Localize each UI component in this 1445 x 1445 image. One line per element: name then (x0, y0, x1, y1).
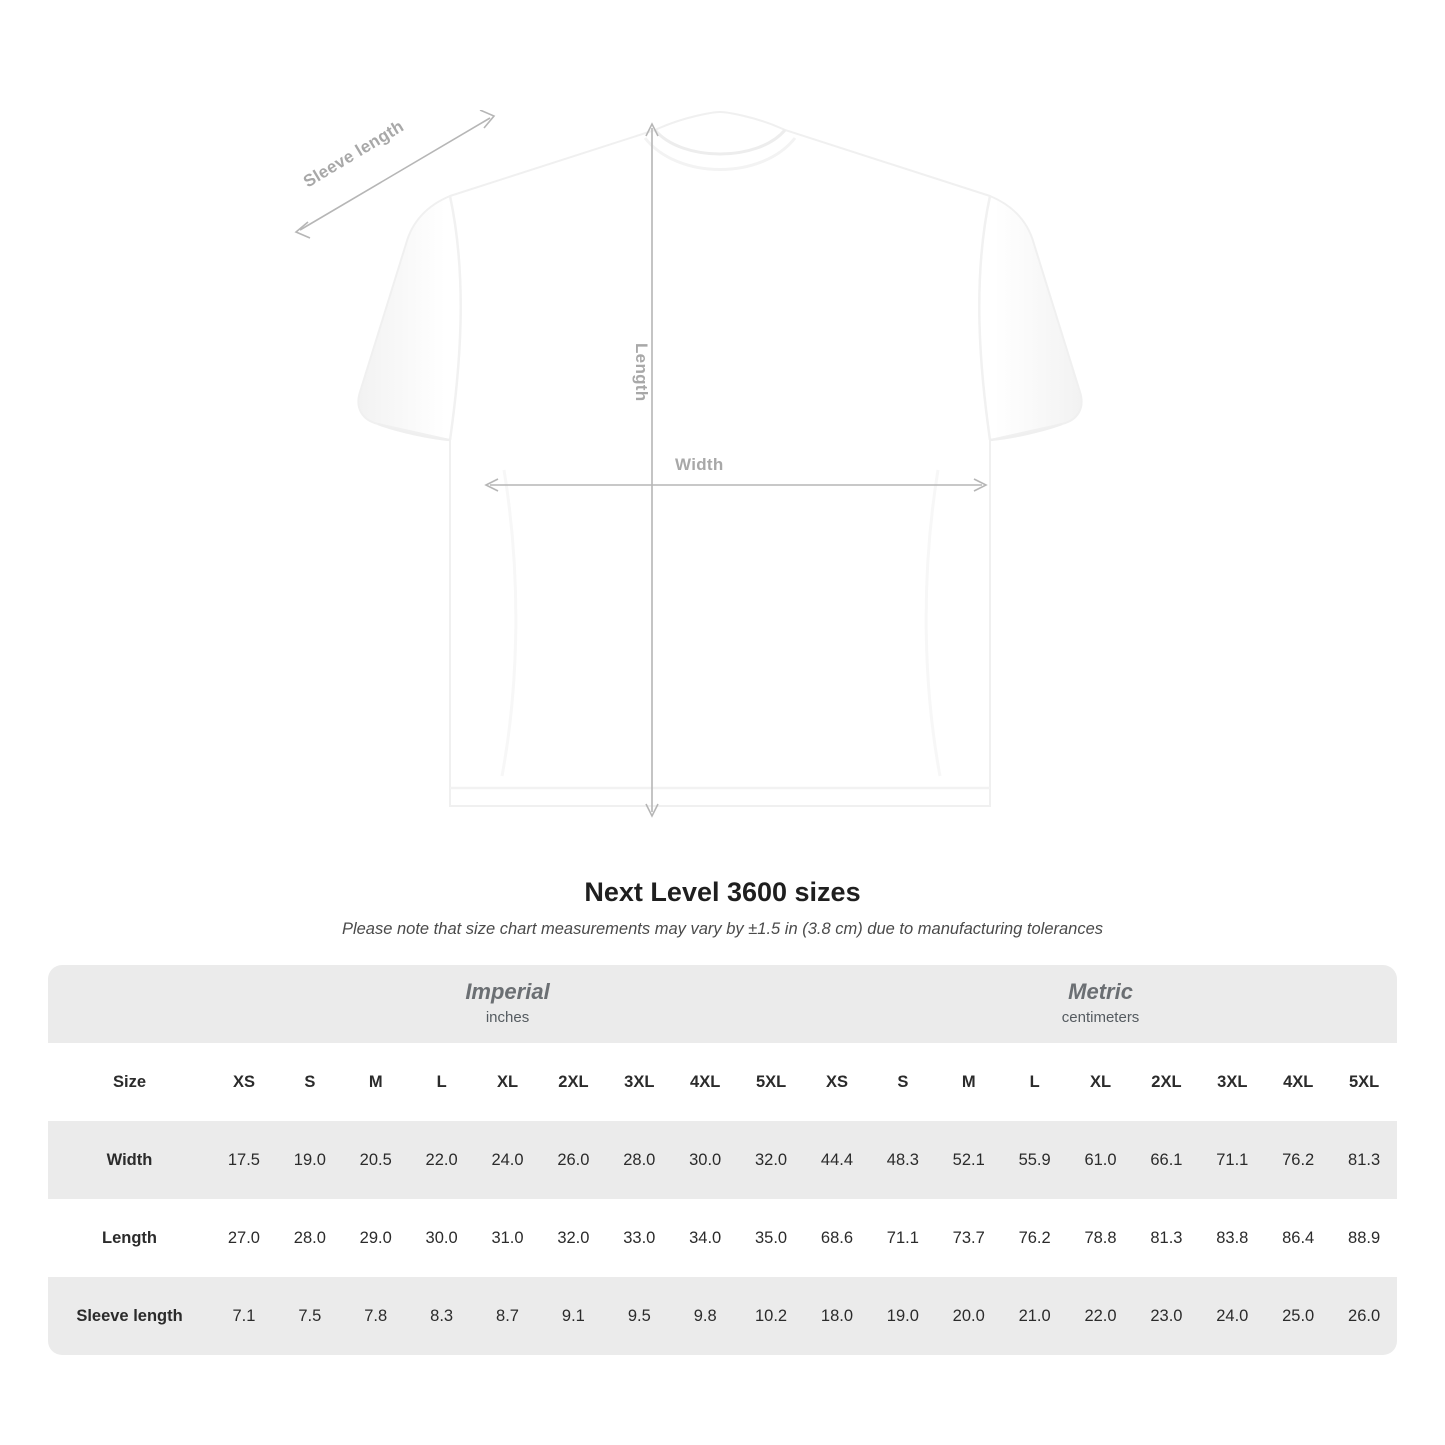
cell-width-7: 30.0 (672, 1121, 738, 1199)
size-col-10: S (870, 1043, 936, 1121)
size-col-15: 3XL (1199, 1043, 1265, 1121)
cell-sleeve-5: 9.1 (540, 1277, 606, 1355)
row-label-sleeve-length: Sleeve length (48, 1277, 211, 1355)
page-title: Next Level 3600 sizes (584, 877, 861, 907)
cell-sleeve-17: 26.0 (1331, 1277, 1397, 1355)
unit-sub-imperial: inches (485, 1008, 530, 1026)
label-width: Width (675, 455, 724, 474)
table-row (48, 1121, 1397, 1199)
cell-length-16: 86.4 (1265, 1199, 1331, 1277)
cell-length-4: 31.0 (475, 1199, 541, 1277)
cell-sleeve-8: 10.2 (738, 1277, 804, 1355)
table-row (48, 1277, 1397, 1355)
size-col-11: M (936, 1043, 1002, 1121)
row-label-length: Length (48, 1199, 211, 1277)
cell-length-14: 81.3 (1133, 1199, 1199, 1277)
cell-length-6: 33.0 (606, 1199, 672, 1277)
unit-title-imperial: Imperial (465, 979, 550, 1005)
size-col-1: S (277, 1043, 343, 1121)
cell-length-11: 73.7 (936, 1199, 1002, 1277)
cell-sleeve-14: 23.0 (1133, 1277, 1199, 1355)
cell-width-17: 81.3 (1331, 1121, 1397, 1199)
cell-sleeve-3: 8.3 (409, 1277, 475, 1355)
cell-length-10: 71.1 (870, 1199, 936, 1277)
cell-width-10: 48.3 (870, 1121, 936, 1199)
cell-length-3: 30.0 (409, 1199, 475, 1277)
cell-sleeve-11: 20.0 (936, 1277, 1002, 1355)
size-col-16: 4XL (1265, 1043, 1331, 1121)
cell-width-9: 44.4 (804, 1121, 870, 1199)
size-col-4: XL (475, 1043, 541, 1121)
cell-sleeve-16: 25.0 (1265, 1277, 1331, 1355)
cell-width-0: 17.5 (211, 1121, 277, 1199)
title-block (0, 877, 1445, 939)
size-col-8: 5XL (738, 1043, 804, 1121)
size-col-9: XS (804, 1043, 870, 1121)
cell-width-8: 32.0 (738, 1121, 804, 1199)
unit-header-spacer (48, 965, 211, 1043)
cell-length-17: 88.9 (1331, 1199, 1397, 1277)
row-label-width: Width (48, 1121, 211, 1199)
cell-width-2: 20.5 (343, 1121, 409, 1199)
cell-width-16: 76.2 (1265, 1121, 1331, 1199)
cell-length-5: 32.0 (540, 1199, 606, 1277)
cell-sleeve-10: 19.0 (870, 1277, 936, 1355)
size-table (48, 965, 1397, 1355)
unit-sub-metric: centimeters (1061, 1008, 1140, 1026)
cell-width-6: 28.0 (606, 1121, 672, 1199)
cell-width-15: 71.1 (1199, 1121, 1265, 1199)
cell-sleeve-4: 8.7 (475, 1277, 541, 1355)
cell-length-13: 78.8 (1068, 1199, 1134, 1277)
header-size: Size (48, 1043, 211, 1121)
cell-sleeve-13: 22.0 (1068, 1277, 1134, 1355)
cell-width-4: 24.0 (475, 1121, 541, 1199)
cell-sleeve-1: 7.5 (277, 1277, 343, 1355)
size-col-6: 3XL (606, 1043, 672, 1121)
size-col-3: L (409, 1043, 475, 1121)
cell-sleeve-7: 9.8 (672, 1277, 738, 1355)
tolerance-note: Please note that size chart measurements may vary by ±1.5 in (3.8 cm) due to manufacturing tolerances (341, 920, 1104, 938)
cell-width-14: 66.1 (1133, 1121, 1199, 1199)
label-sleeve-length: Sleeve length (300, 116, 408, 192)
label-length: Length (632, 343, 651, 402)
unit-header-imperial (211, 965, 804, 1043)
unit-title-metric: Metric (1068, 979, 1133, 1005)
table-size-header-row (48, 1043, 1397, 1121)
size-col-0: XS (211, 1043, 277, 1121)
cell-length-1: 28.0 (277, 1199, 343, 1277)
cell-length-8: 35.0 (738, 1199, 804, 1277)
cell-width-13: 61.0 (1068, 1121, 1134, 1199)
cell-length-15: 83.8 (1199, 1199, 1265, 1277)
size-col-13: XL (1068, 1043, 1134, 1121)
cell-sleeve-0: 7.1 (211, 1277, 277, 1355)
size-col-7: 4XL (672, 1043, 738, 1121)
cell-sleeve-6: 9.5 (606, 1277, 672, 1355)
cell-length-7: 34.0 (672, 1199, 738, 1277)
size-col-5: 2XL (540, 1043, 606, 1121)
size-col-2: M (343, 1043, 409, 1121)
cell-sleeve-2: 7.8 (343, 1277, 409, 1355)
cell-width-3: 22.0 (409, 1121, 475, 1199)
size-col-17: 5XL (1331, 1043, 1397, 1121)
cell-width-1: 19.0 (277, 1121, 343, 1199)
cell-length-0: 27.0 (211, 1199, 277, 1277)
table-row (48, 1199, 1397, 1277)
unit-header-metric (804, 965, 1397, 1043)
cell-length-2: 29.0 (343, 1199, 409, 1277)
cell-sleeve-12: 21.0 (1002, 1277, 1068, 1355)
cell-sleeve-15: 24.0 (1199, 1277, 1265, 1355)
size-col-14: 2XL (1133, 1043, 1199, 1121)
cell-length-12: 76.2 (1002, 1199, 1068, 1277)
size-table-wrapper (48, 965, 1397, 1355)
cell-width-12: 55.9 (1002, 1121, 1068, 1199)
table-unit-header-row (48, 965, 1397, 1043)
cell-length-9: 68.6 (804, 1199, 870, 1277)
cell-width-11: 52.1 (936, 1121, 1002, 1199)
cell-sleeve-9: 18.0 (804, 1277, 870, 1355)
size-col-12: L (1002, 1043, 1068, 1121)
cell-width-5: 26.0 (540, 1121, 606, 1199)
